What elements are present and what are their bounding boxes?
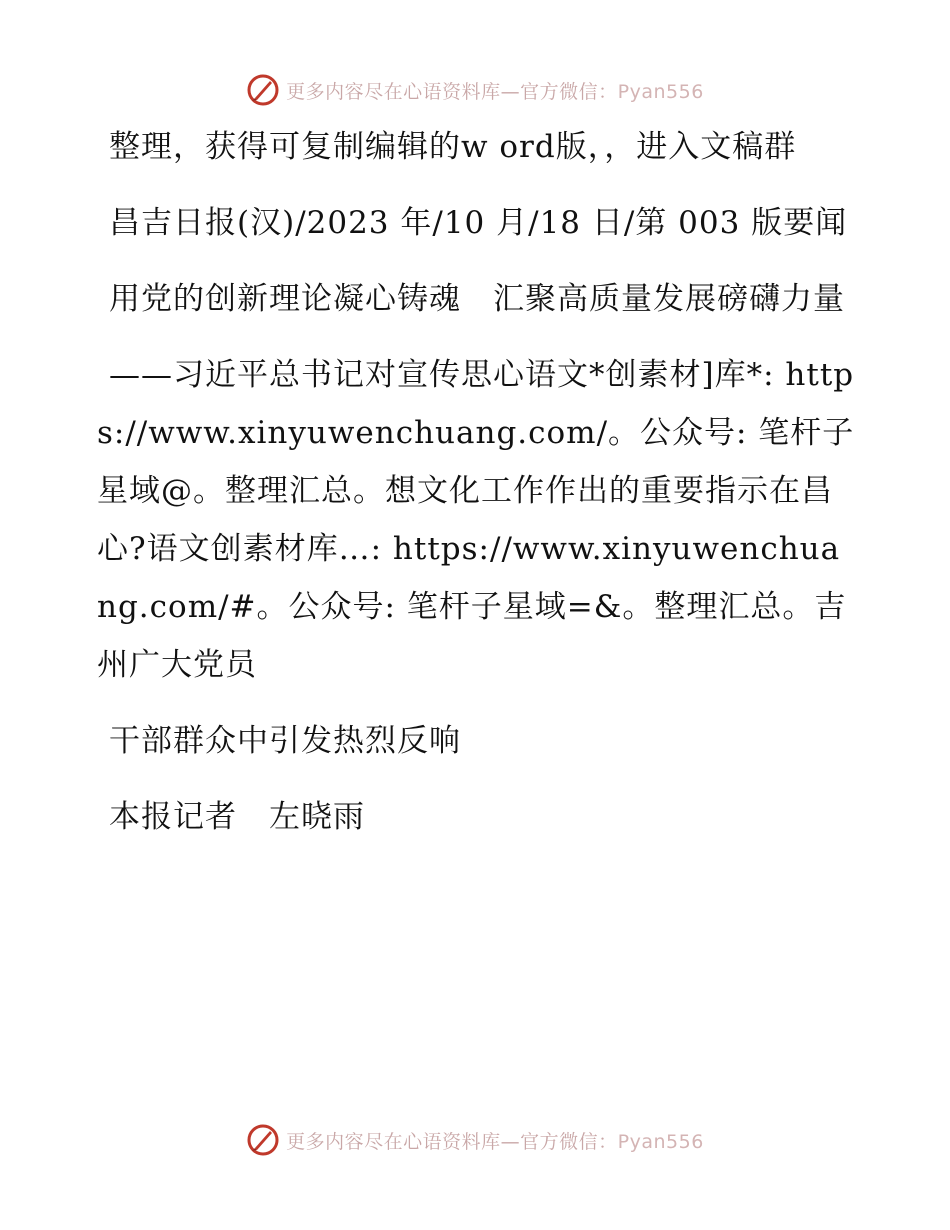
footer-watermark [0, 1120, 950, 1160]
watermark-text: 更多内容尽在心语资料库—官方微信：Pyan556 [286, 1130, 704, 1153]
article-headline: 用党的创新理论凝心铸魂 汇聚高质量发展磅礴力量 [109, 281, 845, 317]
article-subheadline-continued: 干部群众中引发热烈反响 [109, 723, 461, 759]
header-watermark [0, 70, 950, 110]
paragraph-source: 昌吉日报(汉)/2023 年/10 月/18 日/第 003 版要闻 [109, 205, 848, 241]
watermark-text: 更多内容尽在心语资料库—官方微信：Pyan556 [286, 80, 704, 103]
document-body [97, 118, 857, 864]
article-byline: 本报记者 左晓雨 [109, 799, 365, 835]
paragraph-intro: 整理，获得可复制编辑的w ord版，，进入文稿群 [109, 129, 797, 165]
article-subheadline: ——习近平总书记对宣传思心语文*创素材]库*: https://www.xinyuwenchuang.com/。公众号: 笔杆子星域@。整理汇总。想文化工作作出的重要指示在昌心?语文创素材库…: https://www.xinyuwenchuang.com/#。公众号: 笔杆子星域=&。整理汇总。吉州广大党员 [97, 357, 855, 683]
quill-logo-icon [246, 73, 280, 107]
quill-logo-icon [246, 1123, 280, 1157]
